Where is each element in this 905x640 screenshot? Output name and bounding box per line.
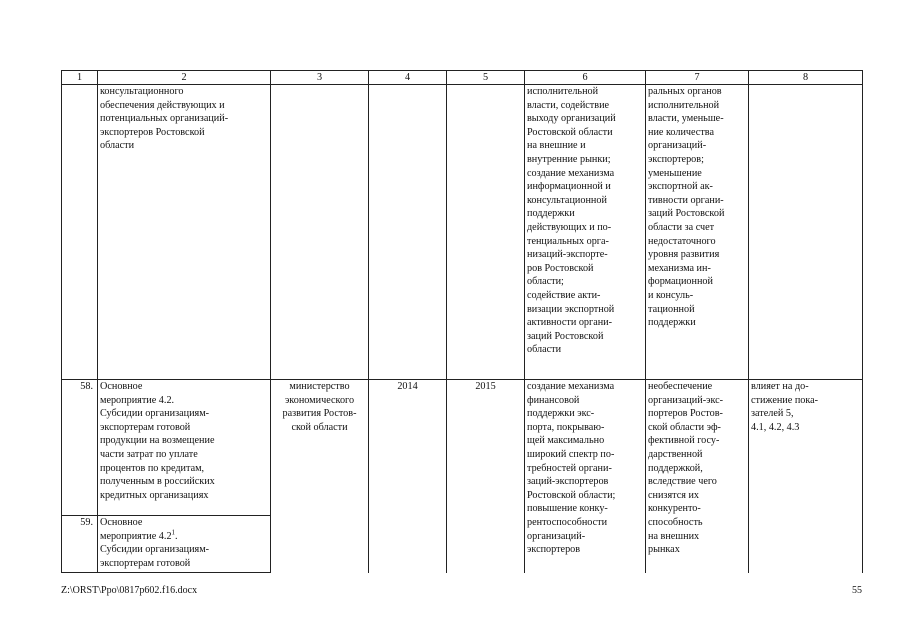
row-59-activity-code: мероприятие 4.2: [100, 530, 172, 542]
table-row-58: [62, 380, 863, 516]
continued-row-start: [369, 85, 447, 380]
column-number-2: 2: [98, 71, 271, 85]
continued-row-consequences: ральных органов исполнительной власти, уменьше- ние количества организаций- экспортеров; уменьшение экспортной ак- тивности органи- заций Ростовской области за счет недостаточного уровня развития механизма ин- формационной и консуль- тационной поддержки: [646, 85, 749, 380]
row-59-number: 59.: [62, 516, 98, 573]
footer-file-path: Z:\ORST\Ppo\0817p602.f16.docx: [61, 585, 198, 596]
row-58-consequences: необеспечение организаций-экс- портеров Ростов- ской области эф- фективной госу- дарственной поддержкой, вследствие чего снизятся их конкуренто- способность на внешних рынках: [646, 380, 749, 573]
continued-row-expected-result: исполнительной власти, содействие выходу организаций Ростовской области на внешние и внутренние рынки; создание механизма информационной и консультационной поддержки действующих и по- тенциальных орга- низаций-экспорте- ров Ростовской области; содействие акти- визации экспортной активности органи- заций Ростовской области: [525, 85, 646, 380]
row-59-activity: [98, 516, 271, 573]
column-number-3: 3: [271, 71, 369, 85]
column-number-8: 8: [749, 71, 863, 85]
column-number-5: 5: [447, 71, 525, 85]
row-59-activity-line2: [100, 530, 268, 544]
row-58-executor: министерство экономического развития Ростов- ской области: [271, 380, 369, 573]
row-58-start-year: 2014: [369, 380, 447, 573]
continued-row-activity: консультационного обеспечения действующих и потенциальных организаций- экспортеров Ростовской области: [98, 85, 271, 380]
column-number-7: 7: [646, 71, 749, 85]
row-58-number: 58.: [62, 380, 98, 516]
footer-page-number: 55: [852, 585, 862, 596]
column-number-4: 4: [369, 71, 447, 85]
row-58-expected-result: создание механизма финансовой поддержки экс- порта, покрываю- щей максимально широкий спектр по- требностей органи- заций-экспортеров Ростовской области; повышение конку- рентоспособности организаций- экспортеров: [525, 380, 646, 573]
column-number-1: 1: [62, 71, 98, 85]
continued-row-indicators: [749, 85, 863, 380]
continued-row-num: [62, 85, 98, 380]
continued-row: [62, 85, 863, 380]
row-59-activity-line1: Основное: [100, 517, 143, 528]
row-59-superscript: 1: [171, 528, 176, 537]
continued-row-executor: [271, 85, 369, 380]
column-number-header-row: [62, 71, 863, 85]
column-number-6: 6: [525, 71, 646, 85]
continued-row-end: [447, 85, 525, 380]
row-59-activity-rest: Субсидии организациям- экспортерам готовой: [100, 544, 210, 569]
row-58-indicators: влияет на до- стижение пока- зателей 5, 4.1, 4.2, 4.3: [749, 380, 863, 573]
program-activities-table: [61, 70, 863, 573]
row-58-end-year: 2015: [447, 380, 525, 573]
row-58-activity: Основное мероприятие 4.2. Субсидии организациям- экспортерам готовой продукции на возмещение части затрат по уплате процентов по кредитам, полученным в российских кредитных организациях: [98, 380, 271, 516]
row-59-activity-code-dot: .: [175, 530, 178, 542]
